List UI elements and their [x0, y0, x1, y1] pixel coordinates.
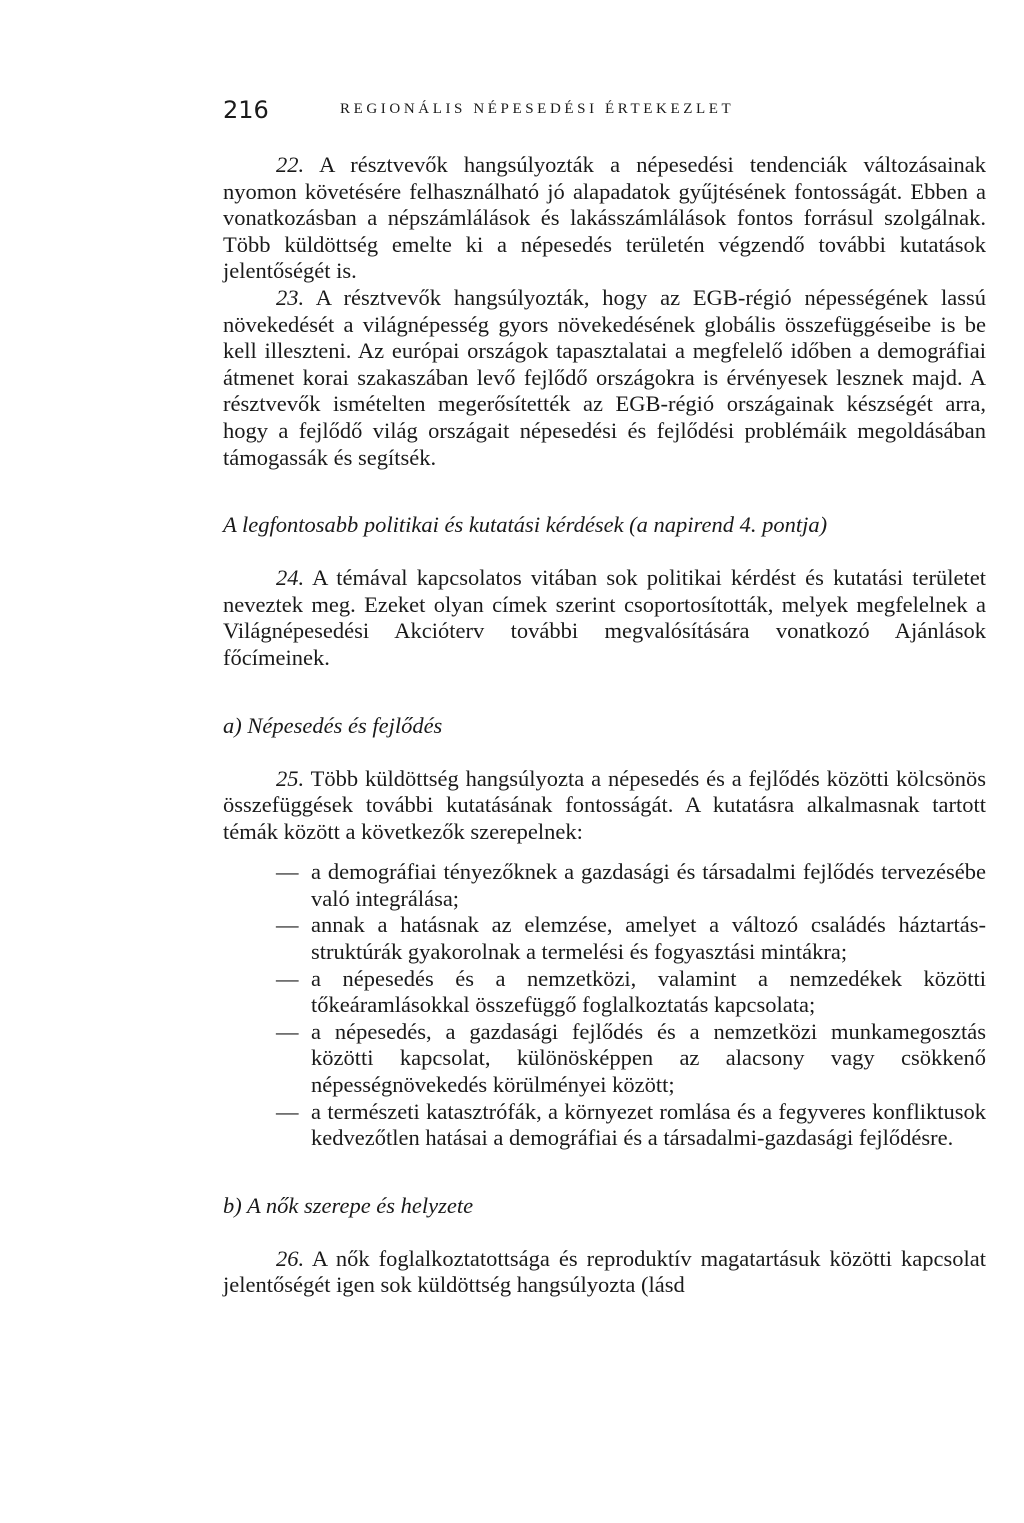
running-title: REGIONÁLIS NÉPESEDÉSI ÉRTEKEZLET — [340, 101, 735, 117]
list-dash: — — [276, 965, 299, 991]
paragraph-number: 23. — [276, 284, 305, 310]
list-item-text: a népesedés, a gazdasági fejlődés és a nemzetközi munkamegosztás közötti kapcsolat, különösképpen az alacsony vagy csökkenő népességnövekedés körülményei között; — [311, 1018, 986, 1098]
page-number: 216 — [223, 96, 269, 124]
paragraph-25 — [223, 766, 986, 846]
paragraph-text: A nők foglalkoztatottsága és reproduktív magatartásuk közötti kapcsolat jelentőségét igen sok küldöttség hangsúlyozta (lásd — [223, 1245, 986, 1298]
paragraph-26 — [223, 1246, 986, 1299]
list-item-text: annak a hatásnak az elemzése, amelyet a változó családés háztartás-struktúrák gyakorolnak a termelési és fogyasztási mintákra; — [311, 912, 986, 965]
paragraph-text: Több küldöttség hangsúlyozta a népesedés és a fejlődés közötti kölcsönös összefüggések további kutatásának fontosságát. A kutatásra alkalmasnak tartott témák között a következők szerepelnek: — [223, 765, 986, 844]
list-item — [223, 1019, 986, 1099]
list-item — [223, 912, 986, 965]
paragraph-number: 22. — [276, 152, 305, 177]
list-item — [223, 966, 986, 1019]
list-dash: — — [276, 859, 299, 885]
list-item-text: a demográfiai tényezőknek a gazdasági és társadalmi fejlődés tervezésébe való integrálása; — [311, 859, 986, 911]
research-topics-list — [223, 859, 986, 1152]
paragraph-text: A témával kapcsolatos vitában sok politikai kérdést és kutatási területet neveztek meg. Ezeket olyan címek szerint csoportosították, melyek megfelelnek a Világnépesedési Akcióterv további megvalósítására vonatkozó Ajánlások főcímeinek. — [223, 565, 986, 670]
paragraph-number: 26. — [276, 1245, 305, 1271]
paragraph-text: A résztvevők hangsúlyozták, hogy az EGB-régió népességének lassú növekedését a világnépesség gyors növekedésének globális összefüggéseibe is be kell illeszteni. Az európai országok tapasztalatai a megfelelő időben a demográfiai átmenet korai szakaszában levő fejlődő országokra is érvényesek lesznek majd. A résztvevők ismételten megerősítették az EGB-régió országainak készségét arra, hogy a fejlődő világ országait népesedési és fejlődési problémáik megoldásában támogassák és segítsék. — [223, 284, 986, 470]
paragraph-24 — [223, 565, 986, 671]
list-item — [223, 859, 986, 912]
paragraph-number: 24. — [276, 565, 305, 591]
paragraph-23 — [223, 285, 986, 471]
list-item-text: a természeti katasztrófák, a környezet romlása és a fegyveres konfliktusok kedvezőtlen hatásai a demográfiai és a társadalmi-gazdasági fejlődésre. — [311, 1098, 986, 1151]
list-dash: — — [276, 912, 299, 938]
list-item-text: a népesedés és a nemzetközi, valamint a nemzedékek közötti tőkeáramlásokkal összefüggő foglalkoztatás kapcsolata; — [311, 965, 986, 1018]
paragraph-number: 25. — [276, 765, 305, 791]
running-head — [223, 96, 986, 130]
list-dash: — — [276, 1098, 299, 1124]
document-page — [223, 96, 986, 1299]
list-dash: — — [276, 1018, 299, 1044]
paragraph-text: A résztvevők hangsúlyozták a népesedési tendenciák változásainak nyomon követésére felhasználható jó alapadatok gyűjtésének fontosságát. Ebben a vonatkozásban a népszámlálások és lakásszámlálások fontos forrásul szolgálnak. Több küldöttség emelte ki a népesedés területén végzendő további kutatások jelentőségét is. — [223, 152, 986, 284]
subsection-heading-a: a) Népesedés és fejlődés — [223, 712, 443, 738]
section-heading: A legfontosabb politikai és kutatási kérdések (a napirend 4. pontja) — [223, 512, 828, 538]
subsection-heading-b: b) A nők szerepe és helyzete — [223, 1192, 474, 1218]
list-item — [223, 1099, 986, 1152]
paragraph-22 — [223, 152, 986, 285]
